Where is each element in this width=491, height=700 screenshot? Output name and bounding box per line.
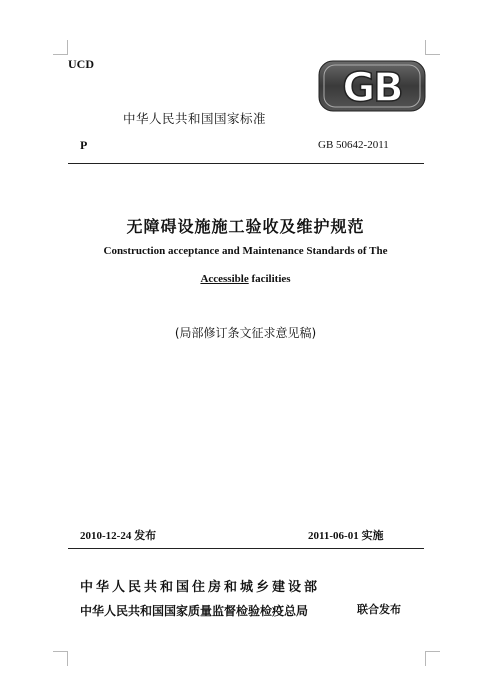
header-divider <box>68 163 424 164</box>
standard-kind: 中华人民共和国国家标准 <box>123 111 267 126</box>
document-title-english-line2 <box>0 273 491 285</box>
document-title-chinese: 无障碍设施施工验收及维护规范 <box>126 217 365 236</box>
gb-logo-text: GB <box>342 65 402 111</box>
title-english-rest: facilities <box>248 273 291 285</box>
gb-logo <box>318 60 426 112</box>
joint-issue-label: 联合发布 <box>357 603 401 616</box>
crop-mark-top-left <box>53 40 68 55</box>
footer-divider <box>68 548 424 549</box>
draft-note: (局部修订条文征求意见稿) <box>174 326 317 340</box>
document-title-english-line1: Construction acceptance and Maintenance Standards of The <box>103 245 388 257</box>
crop-mark-bottom-left <box>53 651 68 666</box>
issue-date: 2010-12-24 发布 <box>80 530 157 542</box>
issuer-aqsiq: 中华人民共和国国家质量监督检验检疫总局 <box>80 604 309 618</box>
crop-mark-top-right <box>425 40 440 55</box>
crop-mark-bottom-right <box>425 651 440 666</box>
effective-date: 2011-06-01 实施 <box>308 530 384 542</box>
issuer-ministry: 中华人民共和国住房和城乡建设部 <box>80 580 321 595</box>
classification-code: P <box>80 138 88 152</box>
underlined-word: Accessible <box>200 273 249 285</box>
standard-number: GB 50642-2011 <box>318 139 389 151</box>
ucd-label: UCD <box>68 57 94 71</box>
